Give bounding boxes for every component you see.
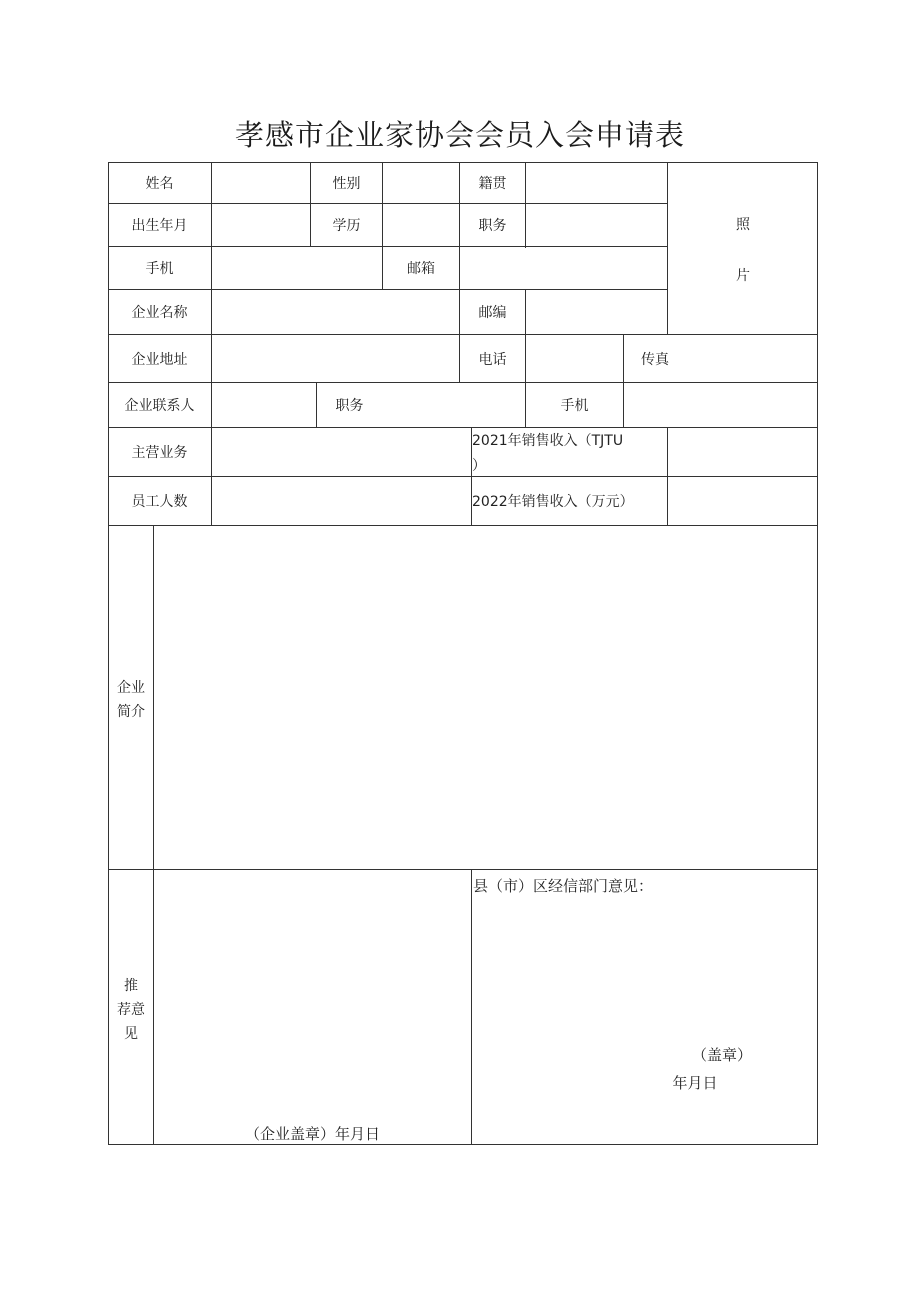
sales-2022-field[interactable]: [668, 477, 818, 525]
county-opinion-field[interactable]: [472, 870, 818, 1145]
label-mobile: 手机: [145, 261, 174, 277]
photo-box[interactable]: [668, 163, 818, 334]
date-label: 年月日: [672, 1073, 718, 1092]
position-field[interactable]: [526, 204, 667, 246]
label-email: 邮箱: [407, 261, 435, 277]
label-sales-2022: 2022年销售收入（万元）: [472, 494, 634, 510]
photo-label-2: 片: [736, 268, 750, 284]
mobile-field[interactable]: [212, 247, 382, 289]
employees-field[interactable]: [212, 477, 471, 525]
label-main-business: 主营业务: [131, 445, 188, 461]
name-field[interactable]: [212, 163, 310, 203]
label-gender: 性别: [332, 175, 361, 192]
label-company-address: 企业地址: [131, 351, 188, 368]
label-contact-position: 职务: [335, 398, 364, 414]
label-name: 姓名: [145, 175, 174, 192]
birth-field[interactable]: [212, 204, 310, 246]
label-intro: [111, 676, 151, 724]
label-recommend: [111, 974, 151, 1046]
label-contact-mobile: 手机: [560, 398, 589, 414]
label-position: 职务: [478, 218, 507, 234]
label-intro-line2: 简介: [117, 704, 145, 720]
label-sales-2021-line2: ）: [472, 458, 486, 474]
label-intro-line1: 企业: [117, 680, 145, 696]
form-title: 孝感市企业家协会会员入会申请表: [234, 118, 685, 152]
fax-field[interactable]: [688, 335, 818, 382]
label-native-place: 籍贯: [478, 175, 507, 192]
contact-field[interactable]: [212, 383, 316, 427]
main-business-field[interactable]: [212, 428, 471, 476]
education-field[interactable]: [383, 204, 459, 246]
sales-2021-field[interactable]: [668, 428, 818, 476]
native-place-field[interactable]: [526, 163, 667, 203]
gender-field[interactable]: [383, 163, 459, 203]
contact-position-field[interactable]: [383, 383, 525, 427]
label-phone: 电话: [478, 351, 507, 368]
label-contact: 企业联系人: [124, 398, 195, 414]
company-intro-field[interactable]: [154, 526, 818, 869]
contact-mobile-field[interactable]: [624, 383, 818, 427]
company-address-field[interactable]: [212, 335, 459, 382]
label-sales-2021-line1: 2021年销售收入（TJTU: [472, 433, 624, 449]
label-postcode: 邮编: [478, 305, 507, 321]
label-education: 学历: [332, 218, 361, 234]
postcode-field[interactable]: [526, 290, 667, 334]
email-field[interactable]: [460, 247, 667, 289]
label-recommend-line2: 荐意: [117, 1002, 145, 1018]
recommend-field[interactable]: [154, 870, 471, 1145]
seal-label: （盖章）: [691, 1045, 752, 1064]
label-fax: 传真: [641, 351, 669, 368]
label-recommend-line3: 见: [124, 1026, 138, 1042]
phone-field[interactable]: [526, 335, 623, 382]
label-company-name: 企业名称: [131, 305, 188, 321]
label-county-opinion: 县（市）区经信部门意见：: [473, 876, 654, 895]
label-recommend-line1: 推: [124, 978, 138, 994]
label-birth: 出生年月: [131, 218, 188, 234]
company-seal-date: （企业盖章）年月日: [244, 1124, 380, 1143]
photo-label-1: 照: [736, 217, 750, 233]
label-employees: 员工人数: [131, 494, 188, 510]
company-name-field[interactable]: [212, 290, 459, 334]
